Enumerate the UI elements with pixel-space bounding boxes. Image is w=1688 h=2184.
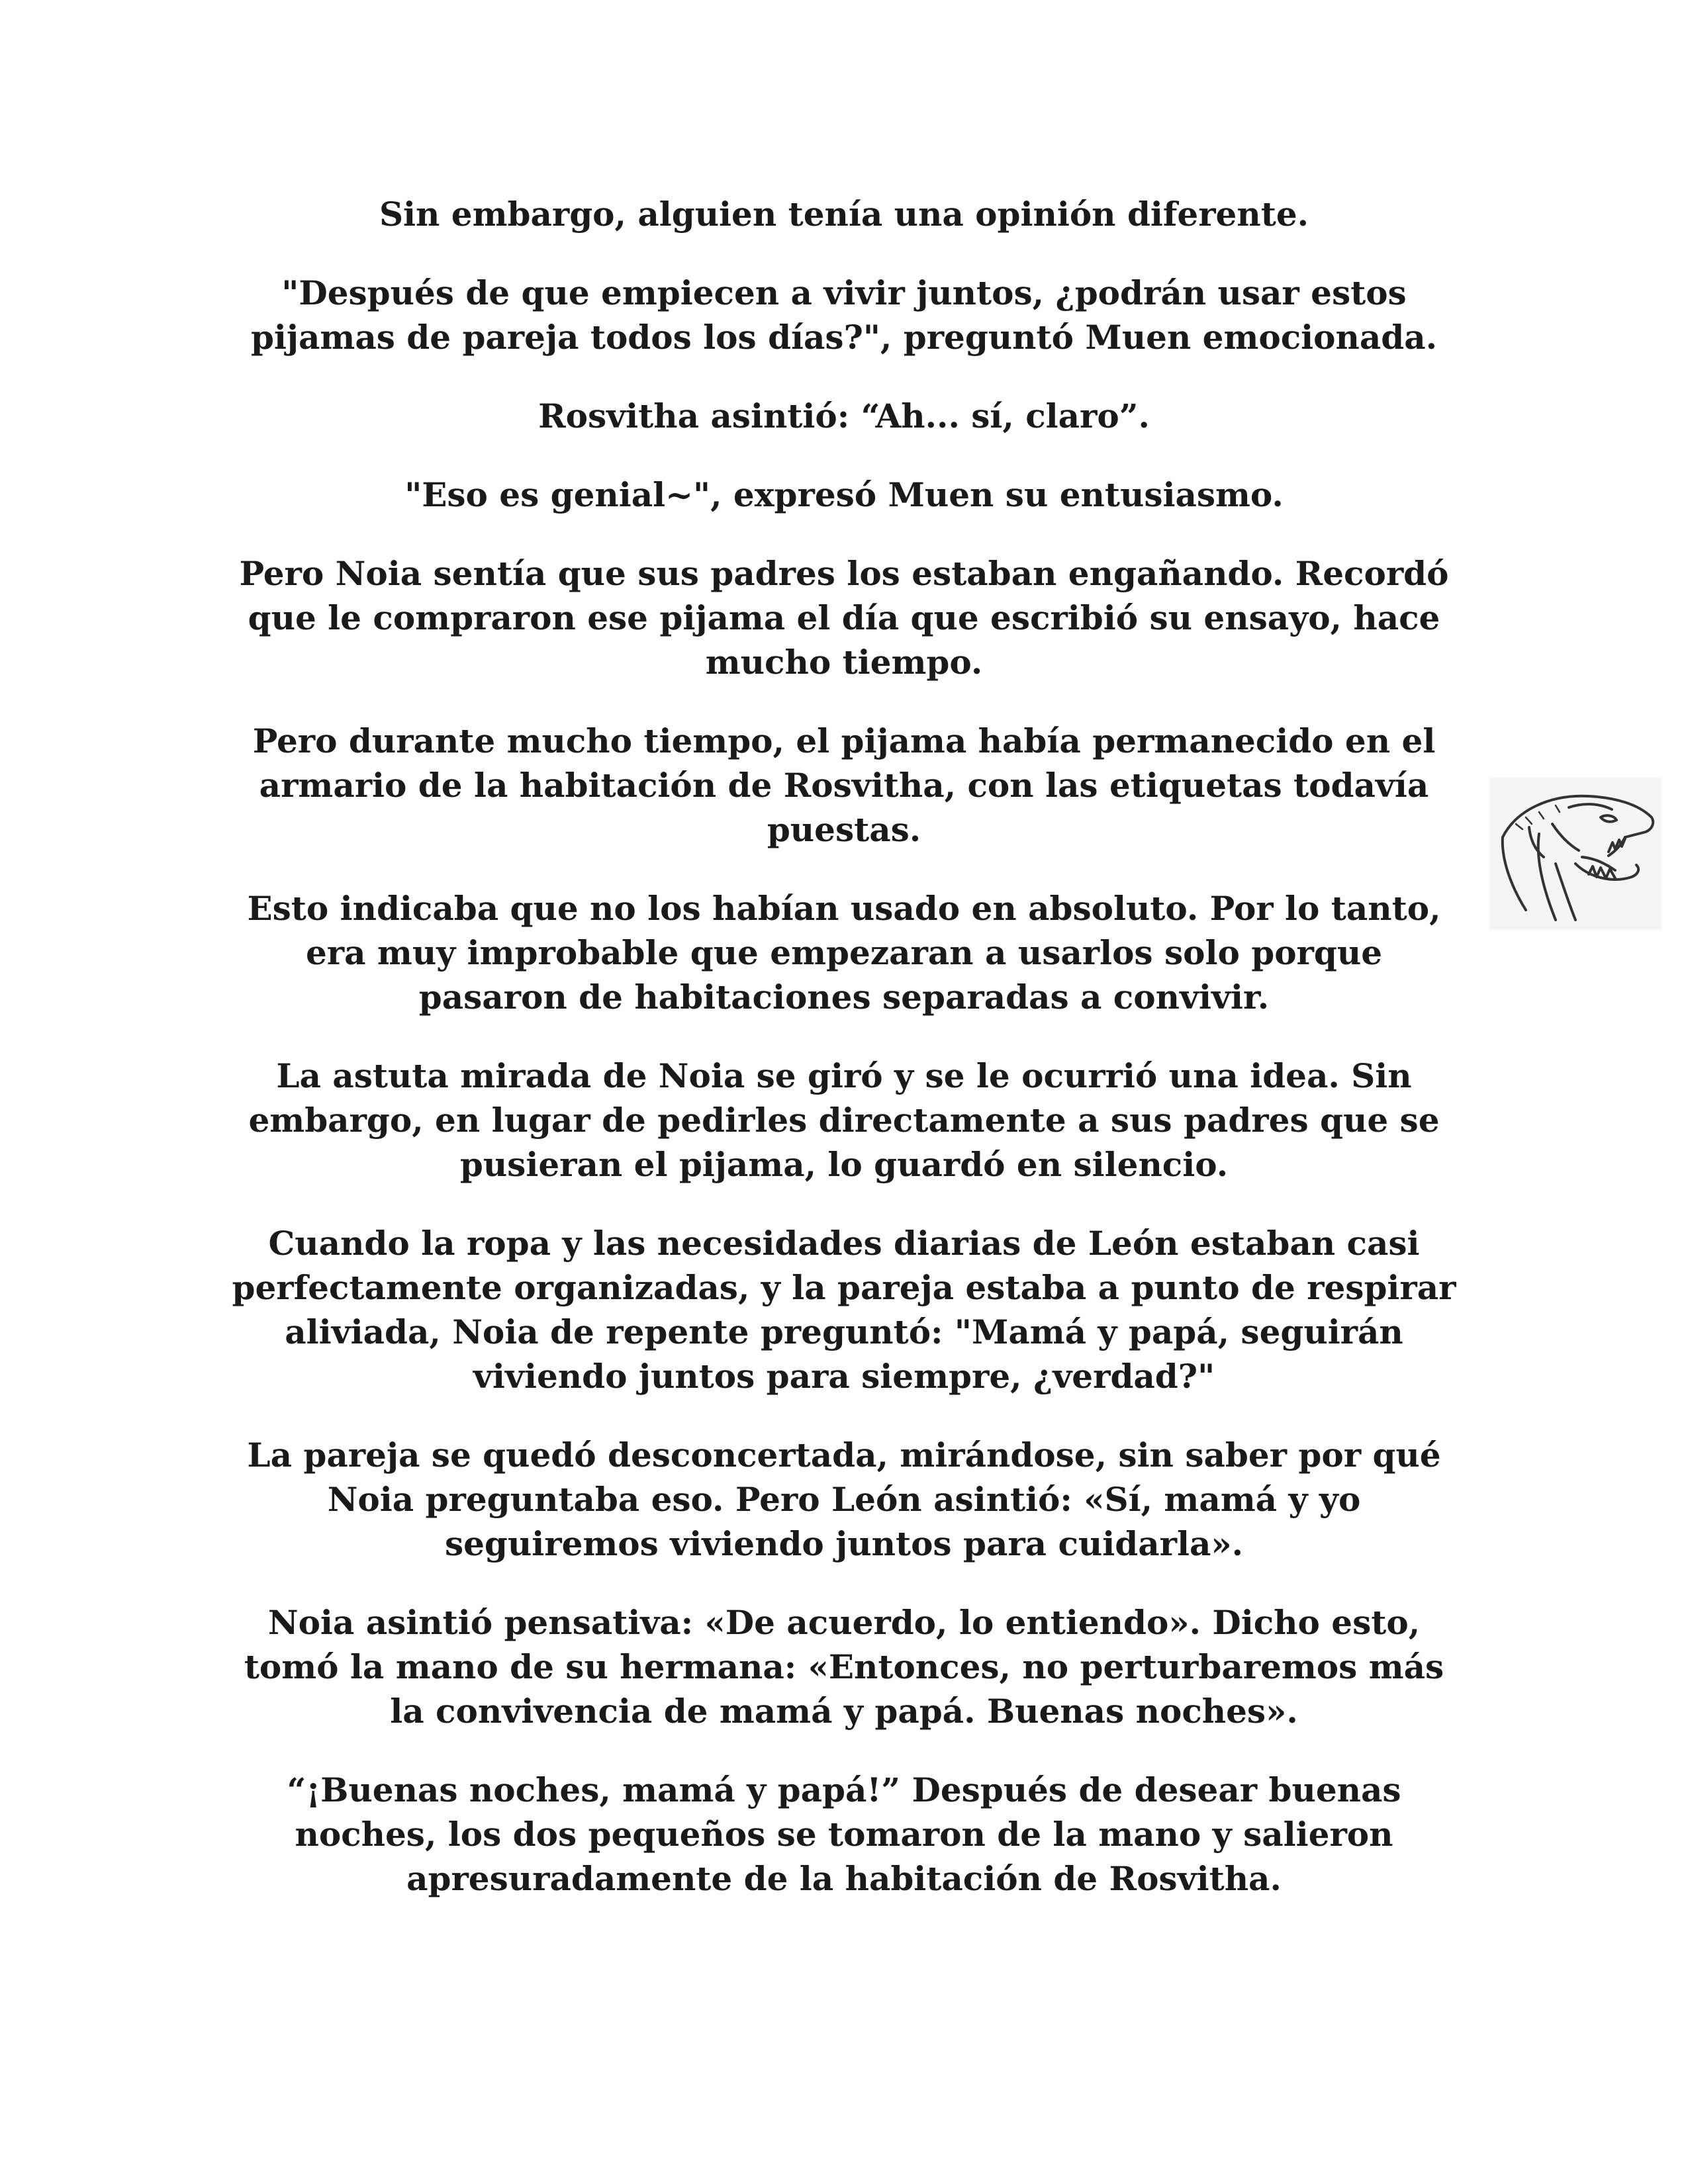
paragraph: Pero durante mucho tiempo, el pijama había permanecido en el armario de la habitación de Rosvitha, con las etiquetas todavía puestas. — [252, 721, 1436, 849]
paragraph: "Después de que empiecen a vivir juntos, ¿podrán usar estos pijamas de pareja todos los días?", preguntó Muen emocionada. — [250, 273, 1438, 357]
paragraph: La astuta mirada de Noia se giró y se le ocurrió una idea. Sin embargo, en lugar de pedirles directamente a sus padres que se pusieran el pijama, lo guardó en silencio. — [248, 1056, 1440, 1184]
paragraph: Pero Noia sentía que sus padres los estaban engañando. Recordó que le compraron ese pijama el día que escribió su ensayo, hace mucho tiempo. — [239, 554, 1449, 682]
paragraph: Rosvitha asintió: “Ah... sí, claro”. — [538, 396, 1150, 435]
paragraph: Noia asintió pensativa: «De acuerdo, lo entiendo». Dicho esto, tomó la mano de su hermana: «Entonces, no perturbaremos más la convivencia de mamá y papá. Buenas noches». — [244, 1603, 1444, 1731]
paragraph: Cuando la ropa y las necesidades diarias de León estaban casi perfectamente organizadas, y la pareja estaba a punto de respirar aliviada, Noia de repente preguntó: "Mamá y papá, seguirán viviendo juntos para siempre, ¿verdad?" — [232, 1224, 1456, 1396]
story-text — [232, 192, 1456, 1901]
paragraph: La pareja se quedó desconcertada, mirándose, sin saber por qué Noia preguntaba eso. Pero León asintió: «Sí, mamá y yo seguiremos viviendo juntos para cuidarla». — [247, 1435, 1441, 1563]
paragraph: “¡Buenas noches, mamá y papá!” Después de desear buenas noches, los dos pequeños se tomaron de la mano y salieron apresuradamente de la habitación de Rosvitha. — [287, 1770, 1401, 1898]
paragraph: Esto indicaba que no los habían usado en absoluto. Por lo tanto, era muy improbable que empezaran a usarlos solo porque pasaron de habitaciones separadas a convivir. — [247, 889, 1441, 1017]
paragraph: Sin embargo, alguien tenía una opinión diferente. — [379, 195, 1309, 234]
paragraph: "Eso es genial~", expresó Muen su entusiasmo. — [404, 475, 1284, 514]
dinosaur-head-sketch-icon — [1489, 778, 1662, 930]
